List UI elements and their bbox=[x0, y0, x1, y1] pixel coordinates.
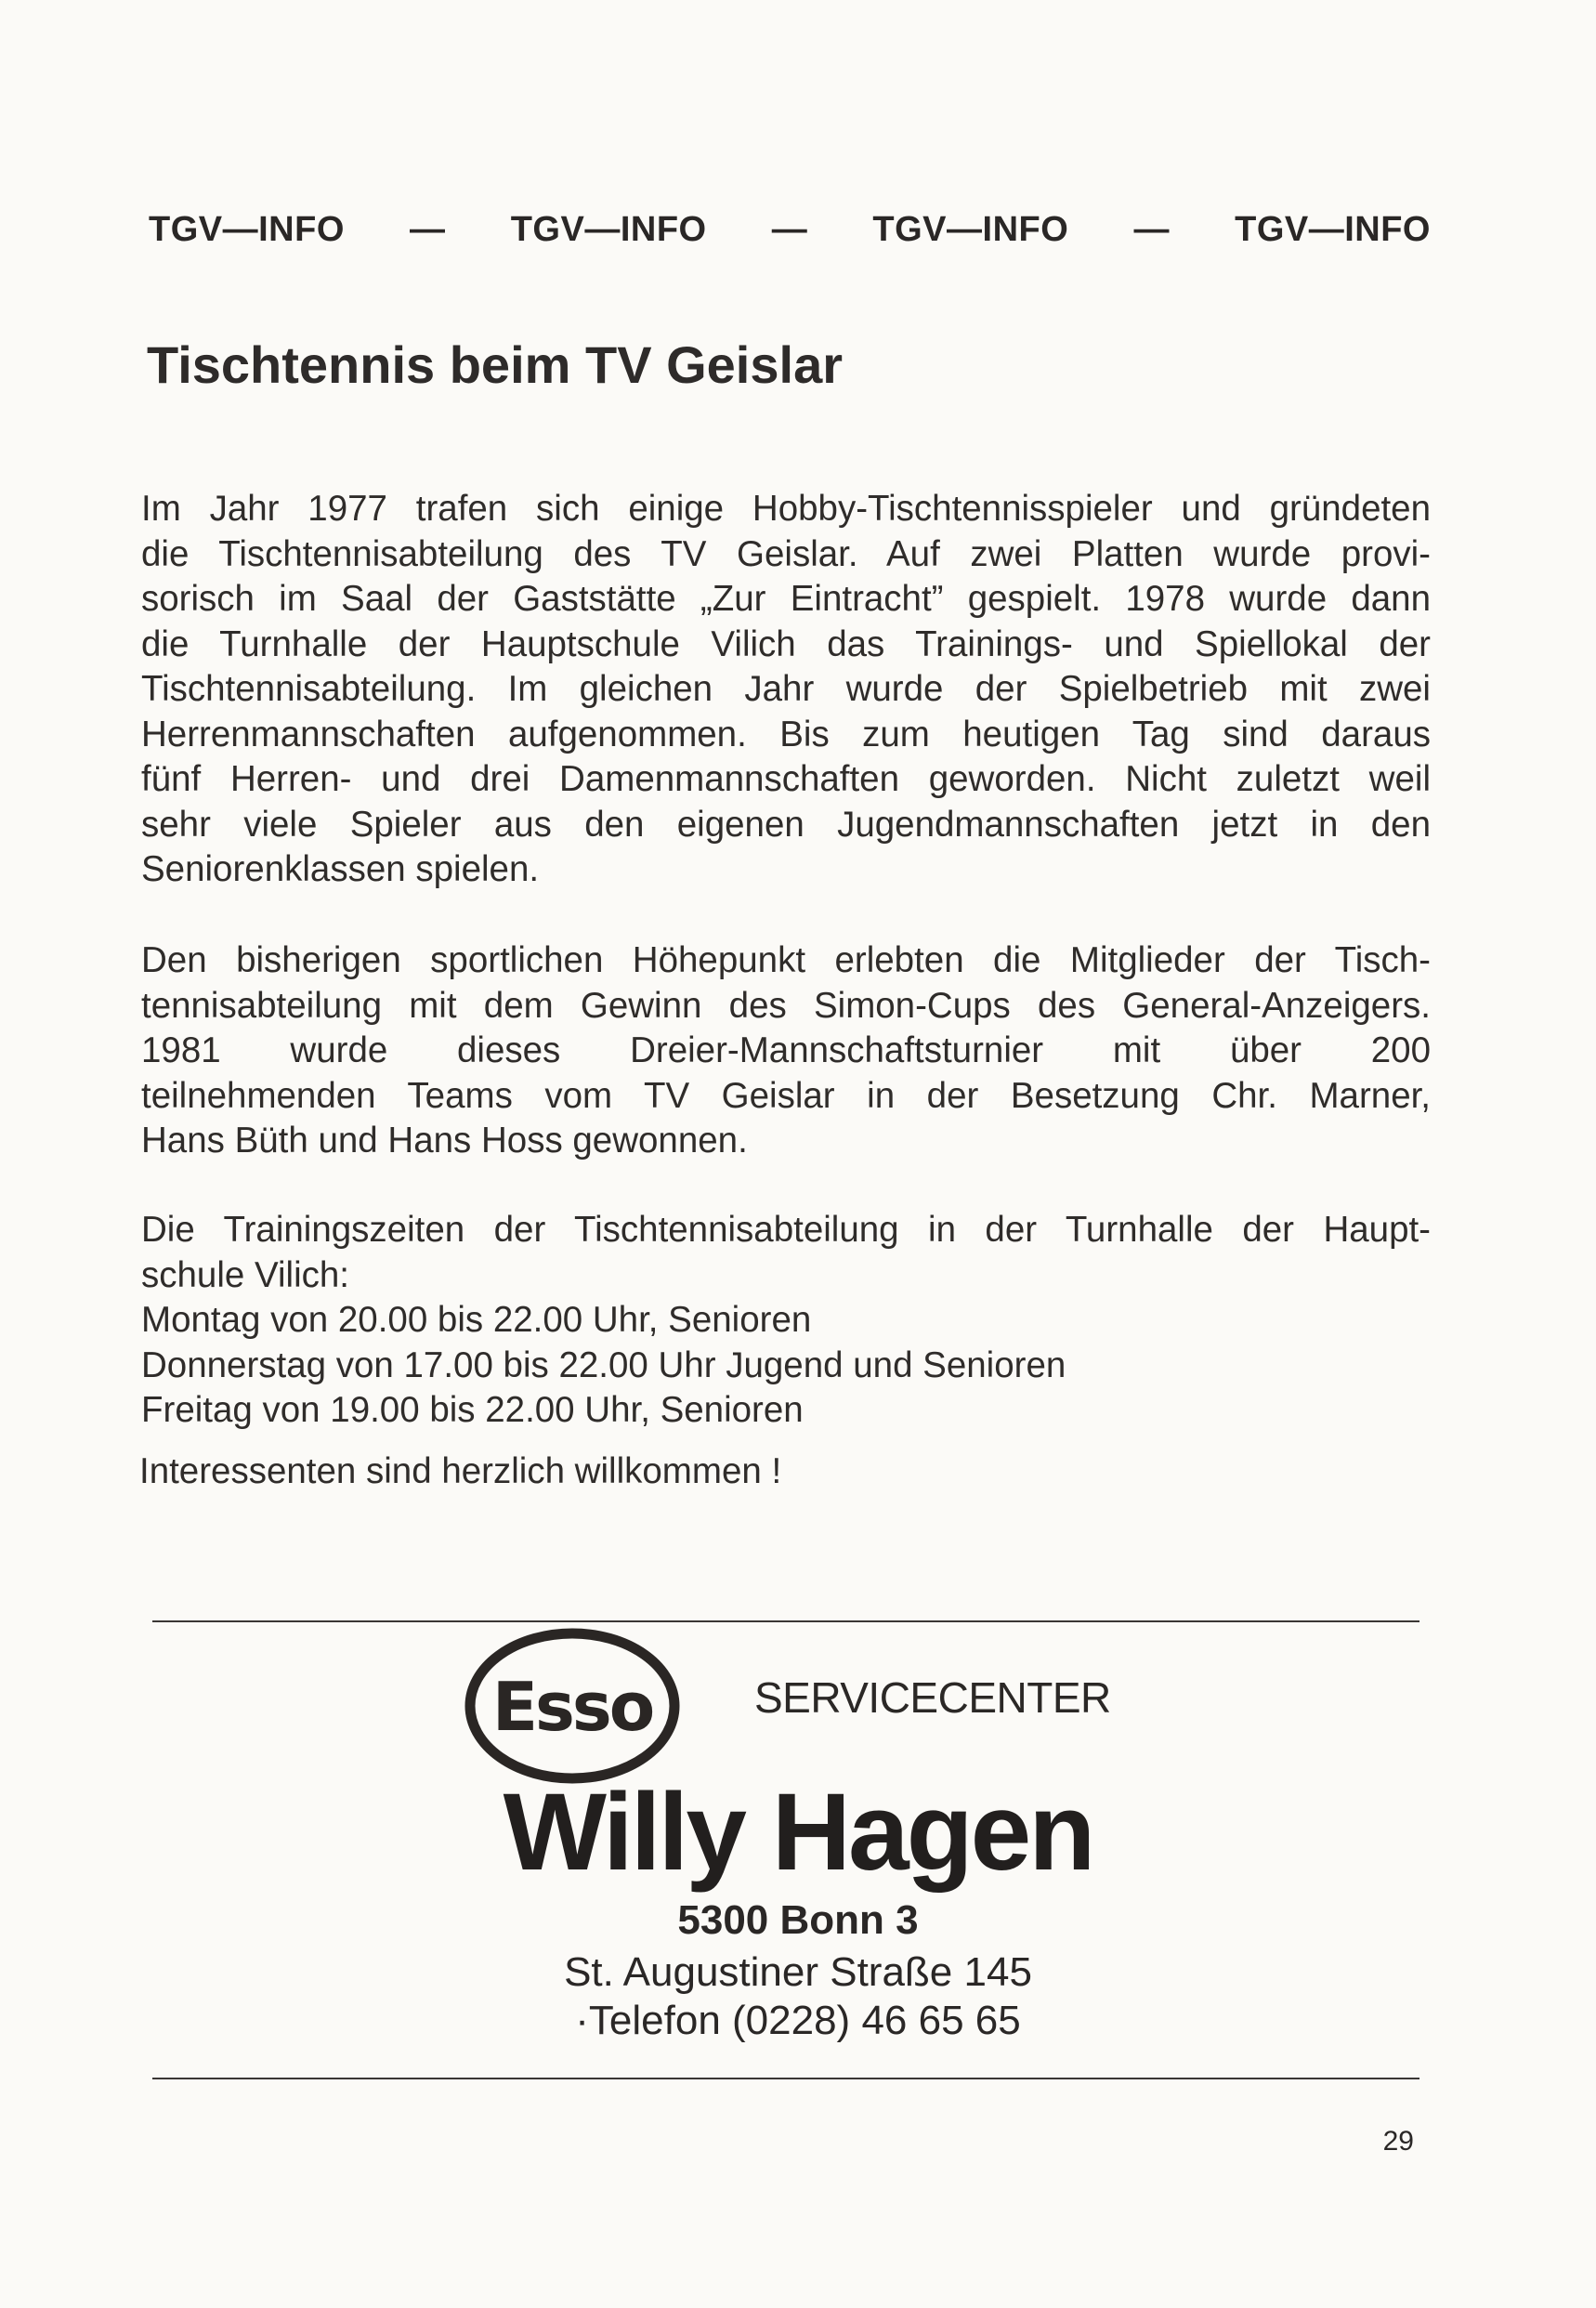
text-line: teilnehmenden Teams vom TV Geislar in der Besetzung Chr. Marner, bbox=[141, 1075, 1431, 1116]
text-line: tennisabteilung mit dem Gewinn des Simon-Cups des General-Anzeigers. bbox=[141, 985, 1431, 1026]
header-item: TGV—INFO bbox=[510, 210, 707, 249]
header-item: TGV—INFO bbox=[149, 210, 345, 249]
paragraph-history bbox=[141, 487, 1431, 893]
text-line: sehr viele Spieler aus den eigenen Jugendmannschaften jetzt in den bbox=[141, 804, 1431, 845]
advert-street: St. Augustiner Straße 145 bbox=[564, 1949, 1032, 1995]
text-line: Tischtennisabteilung. Im gleichen Jahr wurde der Spielbetrieb mit zwei bbox=[141, 669, 1431, 709]
text-line: fünf Herren- und drei Damenmannschaften geworden. Nicht zuletzt weil bbox=[141, 759, 1431, 799]
article-title: Tischtennis beim TV Geislar bbox=[147, 335, 843, 394]
paragraph-highlight bbox=[141, 938, 1431, 1164]
training-time-thursday: Donnerstag von 17.00 bis 22.00 Uhr Jugend und Senioren bbox=[141, 1344, 1066, 1385]
text-line: sorisch im Saal der Gaststätte „Zur Eintracht” gespielt. 1978 wurde dann bbox=[141, 579, 1431, 619]
text-line: 1981 wurde dieses Dreier-Mannschaftsturnier mit über 200 bbox=[141, 1030, 1431, 1070]
header-item: TGV—INFO bbox=[1235, 210, 1431, 249]
text-line: Die Trainingszeiten der Tischtennisabteilung in der Turnhalle der Haupt- bbox=[141, 1210, 1431, 1250]
header-separator: — bbox=[410, 210, 446, 249]
text-line: Hans Büth und Hans Hoss gewonnen. bbox=[141, 1121, 748, 1161]
header-separator: — bbox=[771, 210, 808, 249]
training-time-monday: Montag von 20.00 bis 22.00 Uhr, Senioren bbox=[141, 1300, 812, 1340]
paragraph-training-times bbox=[141, 1208, 1431, 1434]
text-line: die Turnhalle der Hauptschule Vilich das Trainings- und Spiellokal der bbox=[141, 623, 1431, 664]
advert-bottom-rule bbox=[152, 2078, 1419, 2079]
text-line: Seniorenklassen spielen. bbox=[141, 849, 540, 889]
esso-logo bbox=[464, 1628, 680, 1784]
header-separator: — bbox=[1133, 210, 1170, 249]
text-line: Den bisherigen sportlichen Höhepunkt erlebten die Mitglieder der Tisch- bbox=[141, 940, 1431, 980]
advert-top-rule bbox=[152, 1620, 1419, 1622]
text-line: schule Vilich: bbox=[141, 1254, 349, 1295]
text-line: die Tischtennisabteilung des TV Geislar. Auf zwei Platten wurde provi- bbox=[141, 533, 1431, 574]
training-time-friday: Freitag von 19.00 bis 22.00 Uhr, Senioren bbox=[141, 1390, 804, 1430]
page-header bbox=[149, 210, 1431, 250]
page-number: 29 bbox=[1382, 2126, 1414, 2157]
text-line: Herrenmannschaften aufgenommen. Bis zum heutigen Tag sind daraus bbox=[141, 714, 1431, 754]
advert-company-name: Willy Hagen bbox=[503, 1771, 1093, 1894]
advert-service-label: SERVICECENTER bbox=[754, 1673, 1111, 1722]
text-line: Im Jahr 1977 trafen sich einige Hobby-Tischtennisspieler und gründeten bbox=[141, 489, 1431, 529]
header-item: TGV—INFO bbox=[872, 210, 1069, 249]
advert-phone: ·Telefon (0228) 46 65 65 bbox=[575, 1998, 1021, 2043]
closing-line: Interessenten sind herzlich willkommen ! bbox=[139, 1451, 782, 1491]
esso-logo-text: Esso bbox=[491, 1668, 653, 1746]
advert-city: 5300 Bonn 3 bbox=[677, 1897, 919, 1943]
